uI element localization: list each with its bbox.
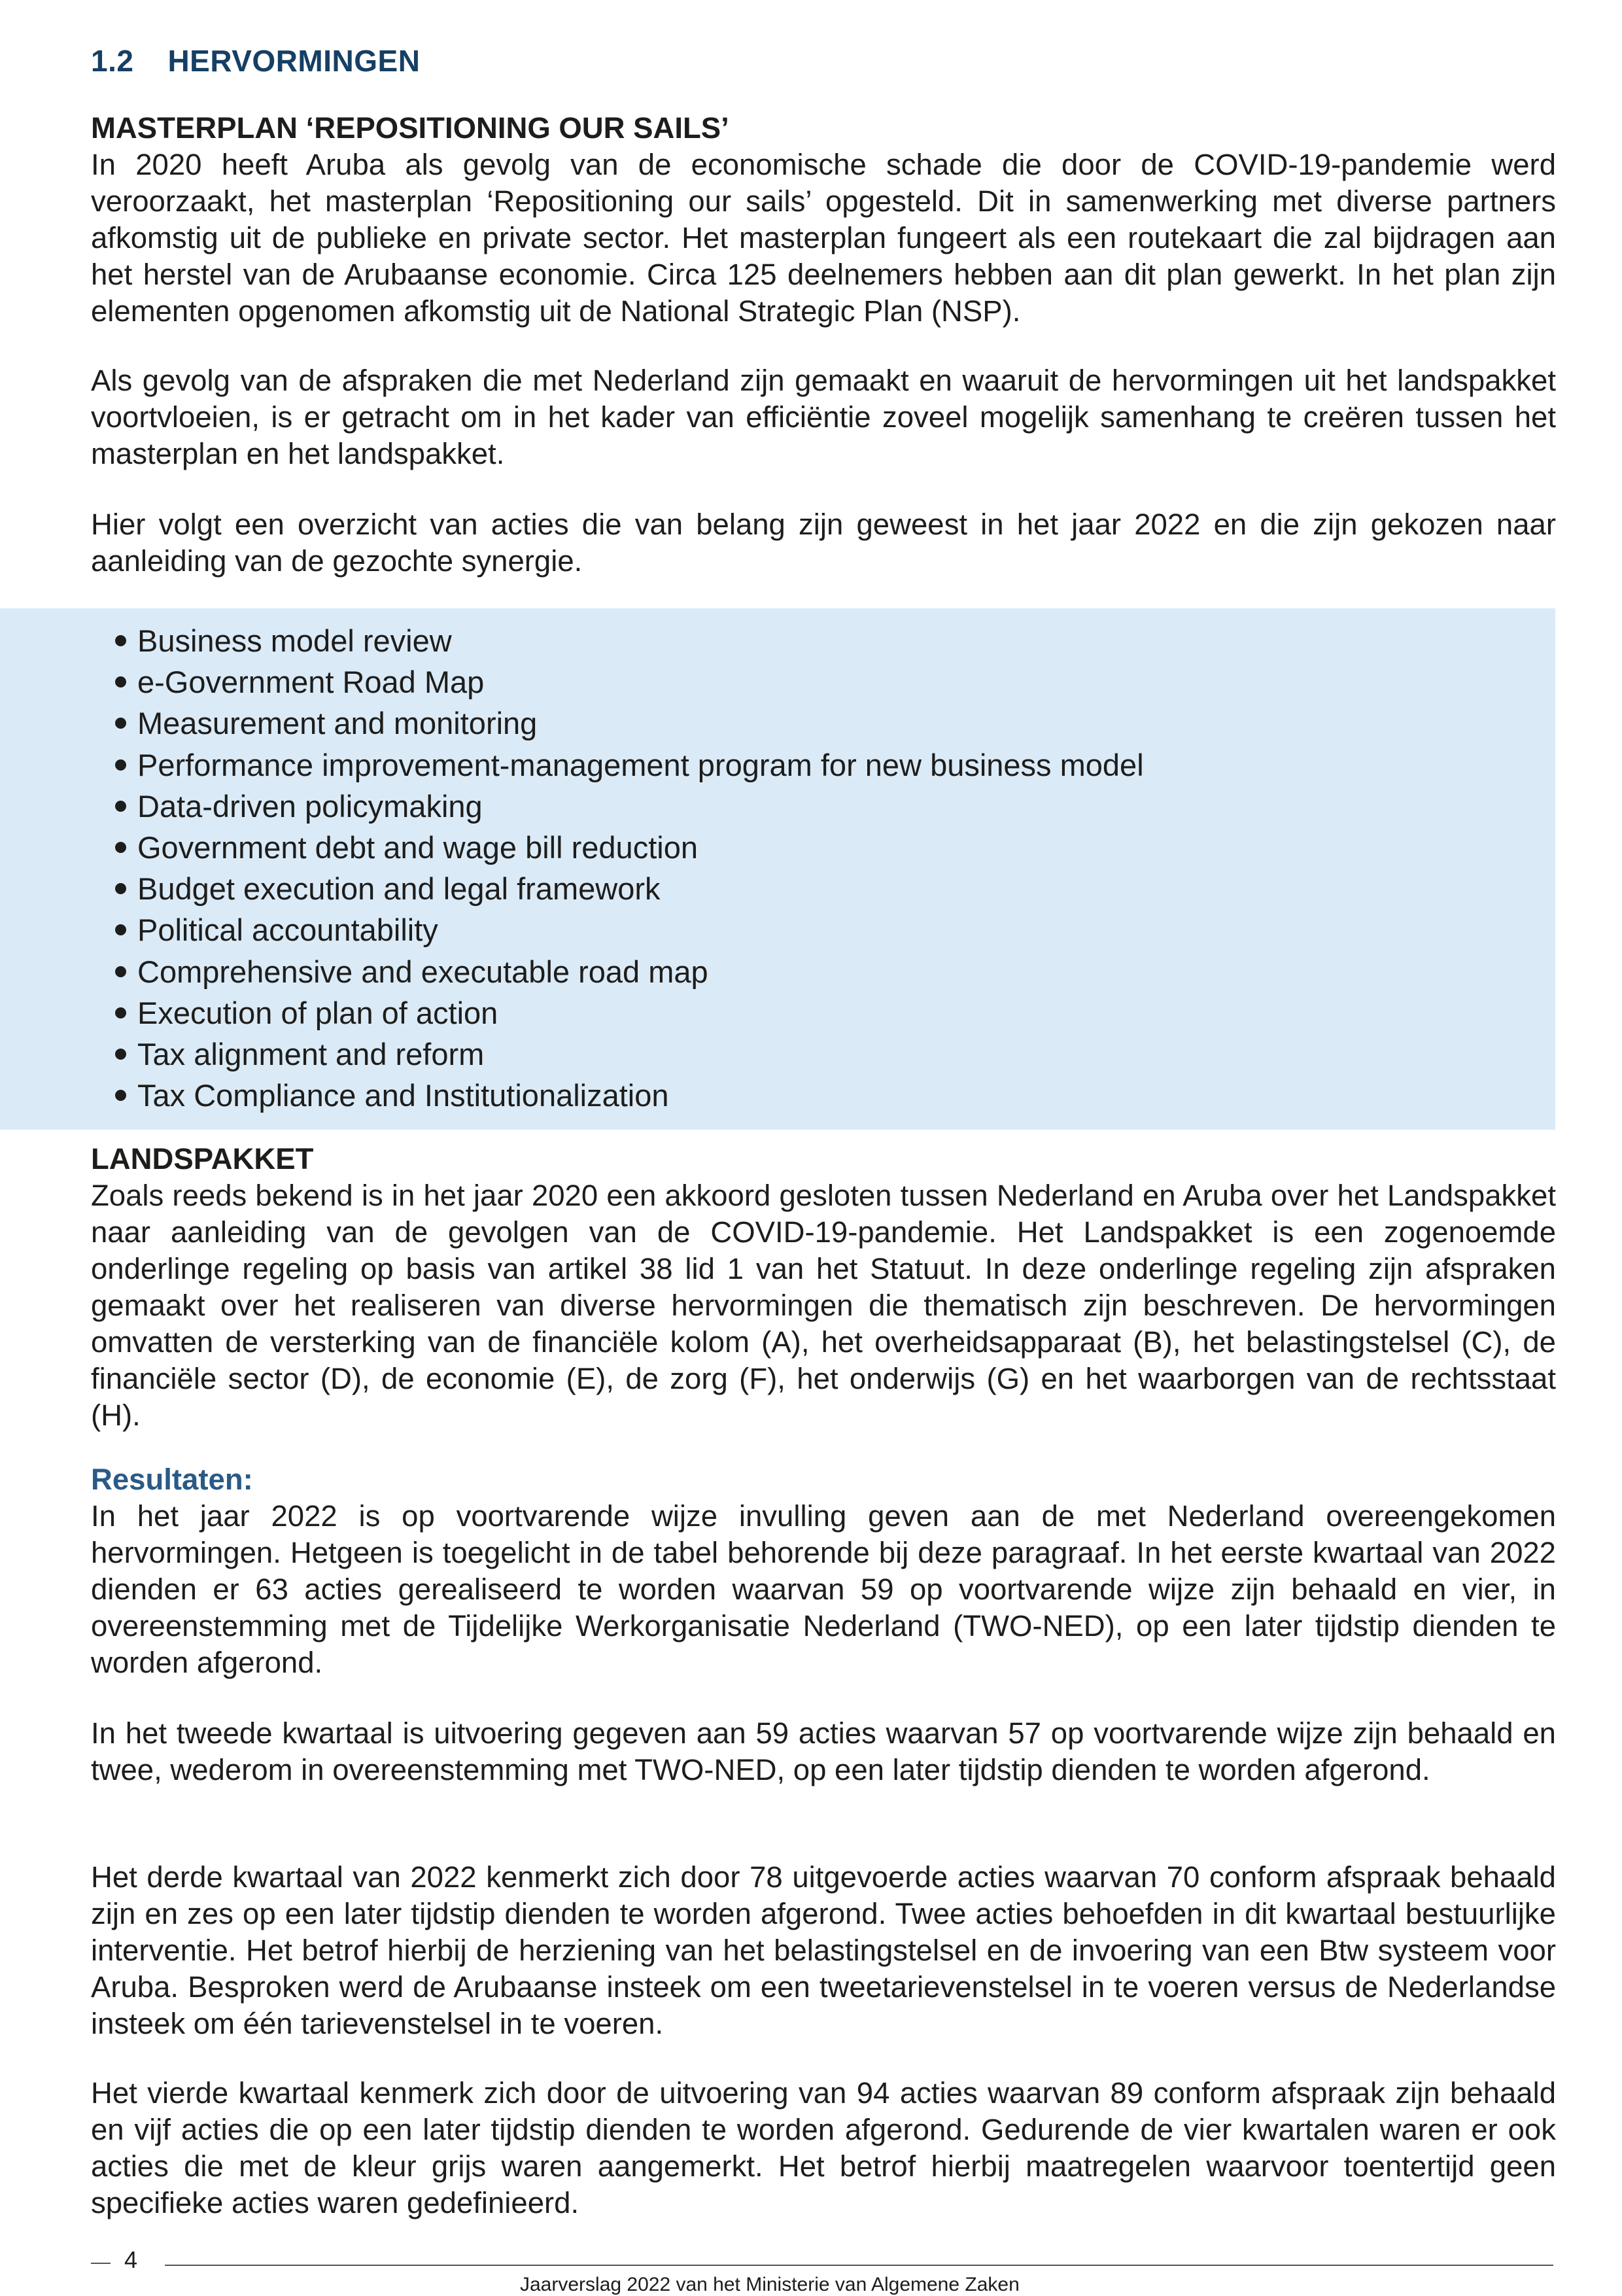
resultaten-section [91, 1461, 1556, 1681]
list-item: Government debt and wage bill reduction [112, 827, 1144, 868]
masterplan-paragraph-2: Als gevolg van de afspraken die met Nederland zijn gemaakt en waaruit de hervormingen uit het landspakket voortvloeien, is er getracht om in het kader van efficiëntie zoveel mogelijk samenhang te creëren tussen het masterplan en het landspakket. [91, 364, 1556, 470]
resultaten-paragraph-2-block [91, 1715, 1556, 1788]
bullet-icon [115, 718, 126, 729]
section-title [91, 43, 420, 78]
landspakket-heading: LANDSPAKKET [91, 1142, 314, 1175]
list-item: Measurement and monitoring [112, 703, 1144, 744]
list-item: Business model review [112, 620, 1144, 661]
bullet-icon [115, 924, 126, 935]
bullet-icon [115, 1090, 126, 1101]
resultaten-paragraph-1: In het jaar 2022 is op voortvarende wijze invulling geven aan de met Nederland overeengekomen hervormingen. Hetgeen is toegelicht in de tabel behorende bij deze paragraaf. In het eerste kwartaal van 2022 dienden er 63 acties gerealiseerd te worden waarvan 59 op voortvarende wijze zijn behaald en vier, in overeenstemming met de Tijdelijke Werkorganisatie Nederland (TWO-NED), op een later tijdstip dienden te worden afgerond. [91, 1499, 1556, 1679]
footer-text: Jaarverslag 2022 van het Ministerie van Algemene Zaken [520, 2274, 1020, 2295]
bullet-icon [115, 801, 126, 812]
list-item: Performance improvement-management program for new business model [112, 744, 1144, 786]
section-title-text: HERVORMINGEN [167, 44, 421, 78]
actions-list [112, 620, 1144, 1116]
resultaten-paragraph-4-block [91, 2075, 1556, 2221]
bullet-icon [115, 1007, 126, 1018]
bullet-icon [115, 1049, 126, 1060]
landspakket-section [91, 1141, 1556, 1434]
resultaten-heading: Resultaten: [91, 1463, 253, 1496]
resultaten-paragraph-2: In het tweede kwartaal is uitvoering gegeven aan 59 acties waarvan 57 op voortvarende wijze zijn behaald en twee, wederom in overeenstemming met TWO-NED, op een later tijdstip dienden te worden afgerond. [91, 1716, 1556, 1786]
bullet-icon [115, 842, 126, 853]
resultaten-paragraph-3-block [91, 1859, 1556, 2042]
list-item: Budget execution and legal framework [112, 868, 1144, 909]
section-number: 1.2 [91, 44, 134, 78]
masterplan-paragraph-3-block [91, 506, 1556, 580]
footer-divider [165, 2265, 1553, 2266]
list-item: Tax Compliance and Institutionalization [112, 1075, 1144, 1116]
masterplan-section [91, 110, 1556, 330]
bullet-icon [115, 759, 126, 771]
resultaten-paragraph-4: Het vierde kwartaal kenmerk zich door de uitvoering van 94 acties waarvan 89 conform afspraak zijn behaald en vijf acties die op een later tijdstip dienden te worden afgerond. Gedurende de vier kwartalen waren er ook acties die met de kleur grijs waren aangemerkt. Het betrof hierbij maatregelen waarvoor toentertijd geen specifieke acties waren gedefinieerd. [91, 2076, 1556, 2219]
bullet-icon [115, 966, 126, 977]
bullet-icon [115, 635, 126, 646]
bullet-icon [115, 676, 126, 687]
resultaten-paragraph-3: Het derde kwartaal van 2022 kenmerkt zich door 78 uitgevoerde acties waarvan 70 conform afspraak behaald zijn en zes op een later tijdstip dienden te worden afgerond. Twee acties behoefden in dit kwartaal bestuurlijke interventie. Het betrof hierbij de herziening van het belastingstelsel en de invoering van een Btw systeem voor Aruba. Besproken werd de Arubaanse insteek om een tweetarievenstelsel in te voeren versus de Nederlandse insteek om één tarievenstelsel in te voeren. [91, 1860, 1556, 2040]
masterplan-paragraph-1: In 2020 heeft Aruba als gevolg van de economische schade die door de COVID-19-pandemie werd veroorzaakt, het masterplan ‘Repositioning our sails’ opgesteld. Dit in samenwerking met diverse partners afkomstig uit de publieke en private sector. Het masterplan fungeert als een routekaart die zal bijdragen aan het herstel van de Arubaanse economie. Circa 125 deelnemers hebben aan dit plan gewerkt. In het plan zijn elementen opgenomen afkomstig uit de National Strategic Plan (NSP). [91, 148, 1556, 328]
list-item: Data-driven policymaking [112, 786, 1144, 827]
masterplan-paragraph-3: Hier volgt een overzicht van acties die van belang zijn geweest in het jaar 2022 en die zijn gekozen naar aanleiding van de gezochte synergie. [91, 508, 1556, 578]
footer-dash [91, 2263, 111, 2264]
bullet-icon [115, 883, 126, 894]
list-item: Political accountability [112, 909, 1144, 950]
list-item: Comprehensive and executable road map [112, 951, 1144, 992]
landspakket-paragraph: Zoals reeds bekend is in het jaar 2020 een akkoord gesloten tussen Nederland en Aruba over het Landspakket naar aanleiding van de gevolgen van de COVID-19-pandemie. Het Landspakket is een zogenoemde onderlinge regeling op basis van artikel 38 lid 1 van het Statuut. In deze onderlinge regeling zijn afspraken gemaakt over het realiseren van diverse hervormingen die thematisch zijn beschreven. De hervormingen omvatten de versterking van de financiële kolom (A), het overheidsapparaat (B), het belastingstelsel (C), de financiële sector (D), de economie (E), de zorg (F), het onderwijs (G) en het waarborgen van de rechtsstaat (H). [91, 1179, 1556, 1432]
list-item: e-Government Road Map [112, 661, 1144, 703]
page-number: 4 [124, 2246, 138, 2273]
list-item: Tax alignment and reform [112, 1034, 1144, 1075]
masterplan-paragraph-2-block [91, 362, 1556, 472]
masterplan-heading: MASTERPLAN ‘REPOSITIONING OUR SAILS’ [91, 111, 729, 145]
list-item: Execution of plan of action [112, 992, 1144, 1034]
